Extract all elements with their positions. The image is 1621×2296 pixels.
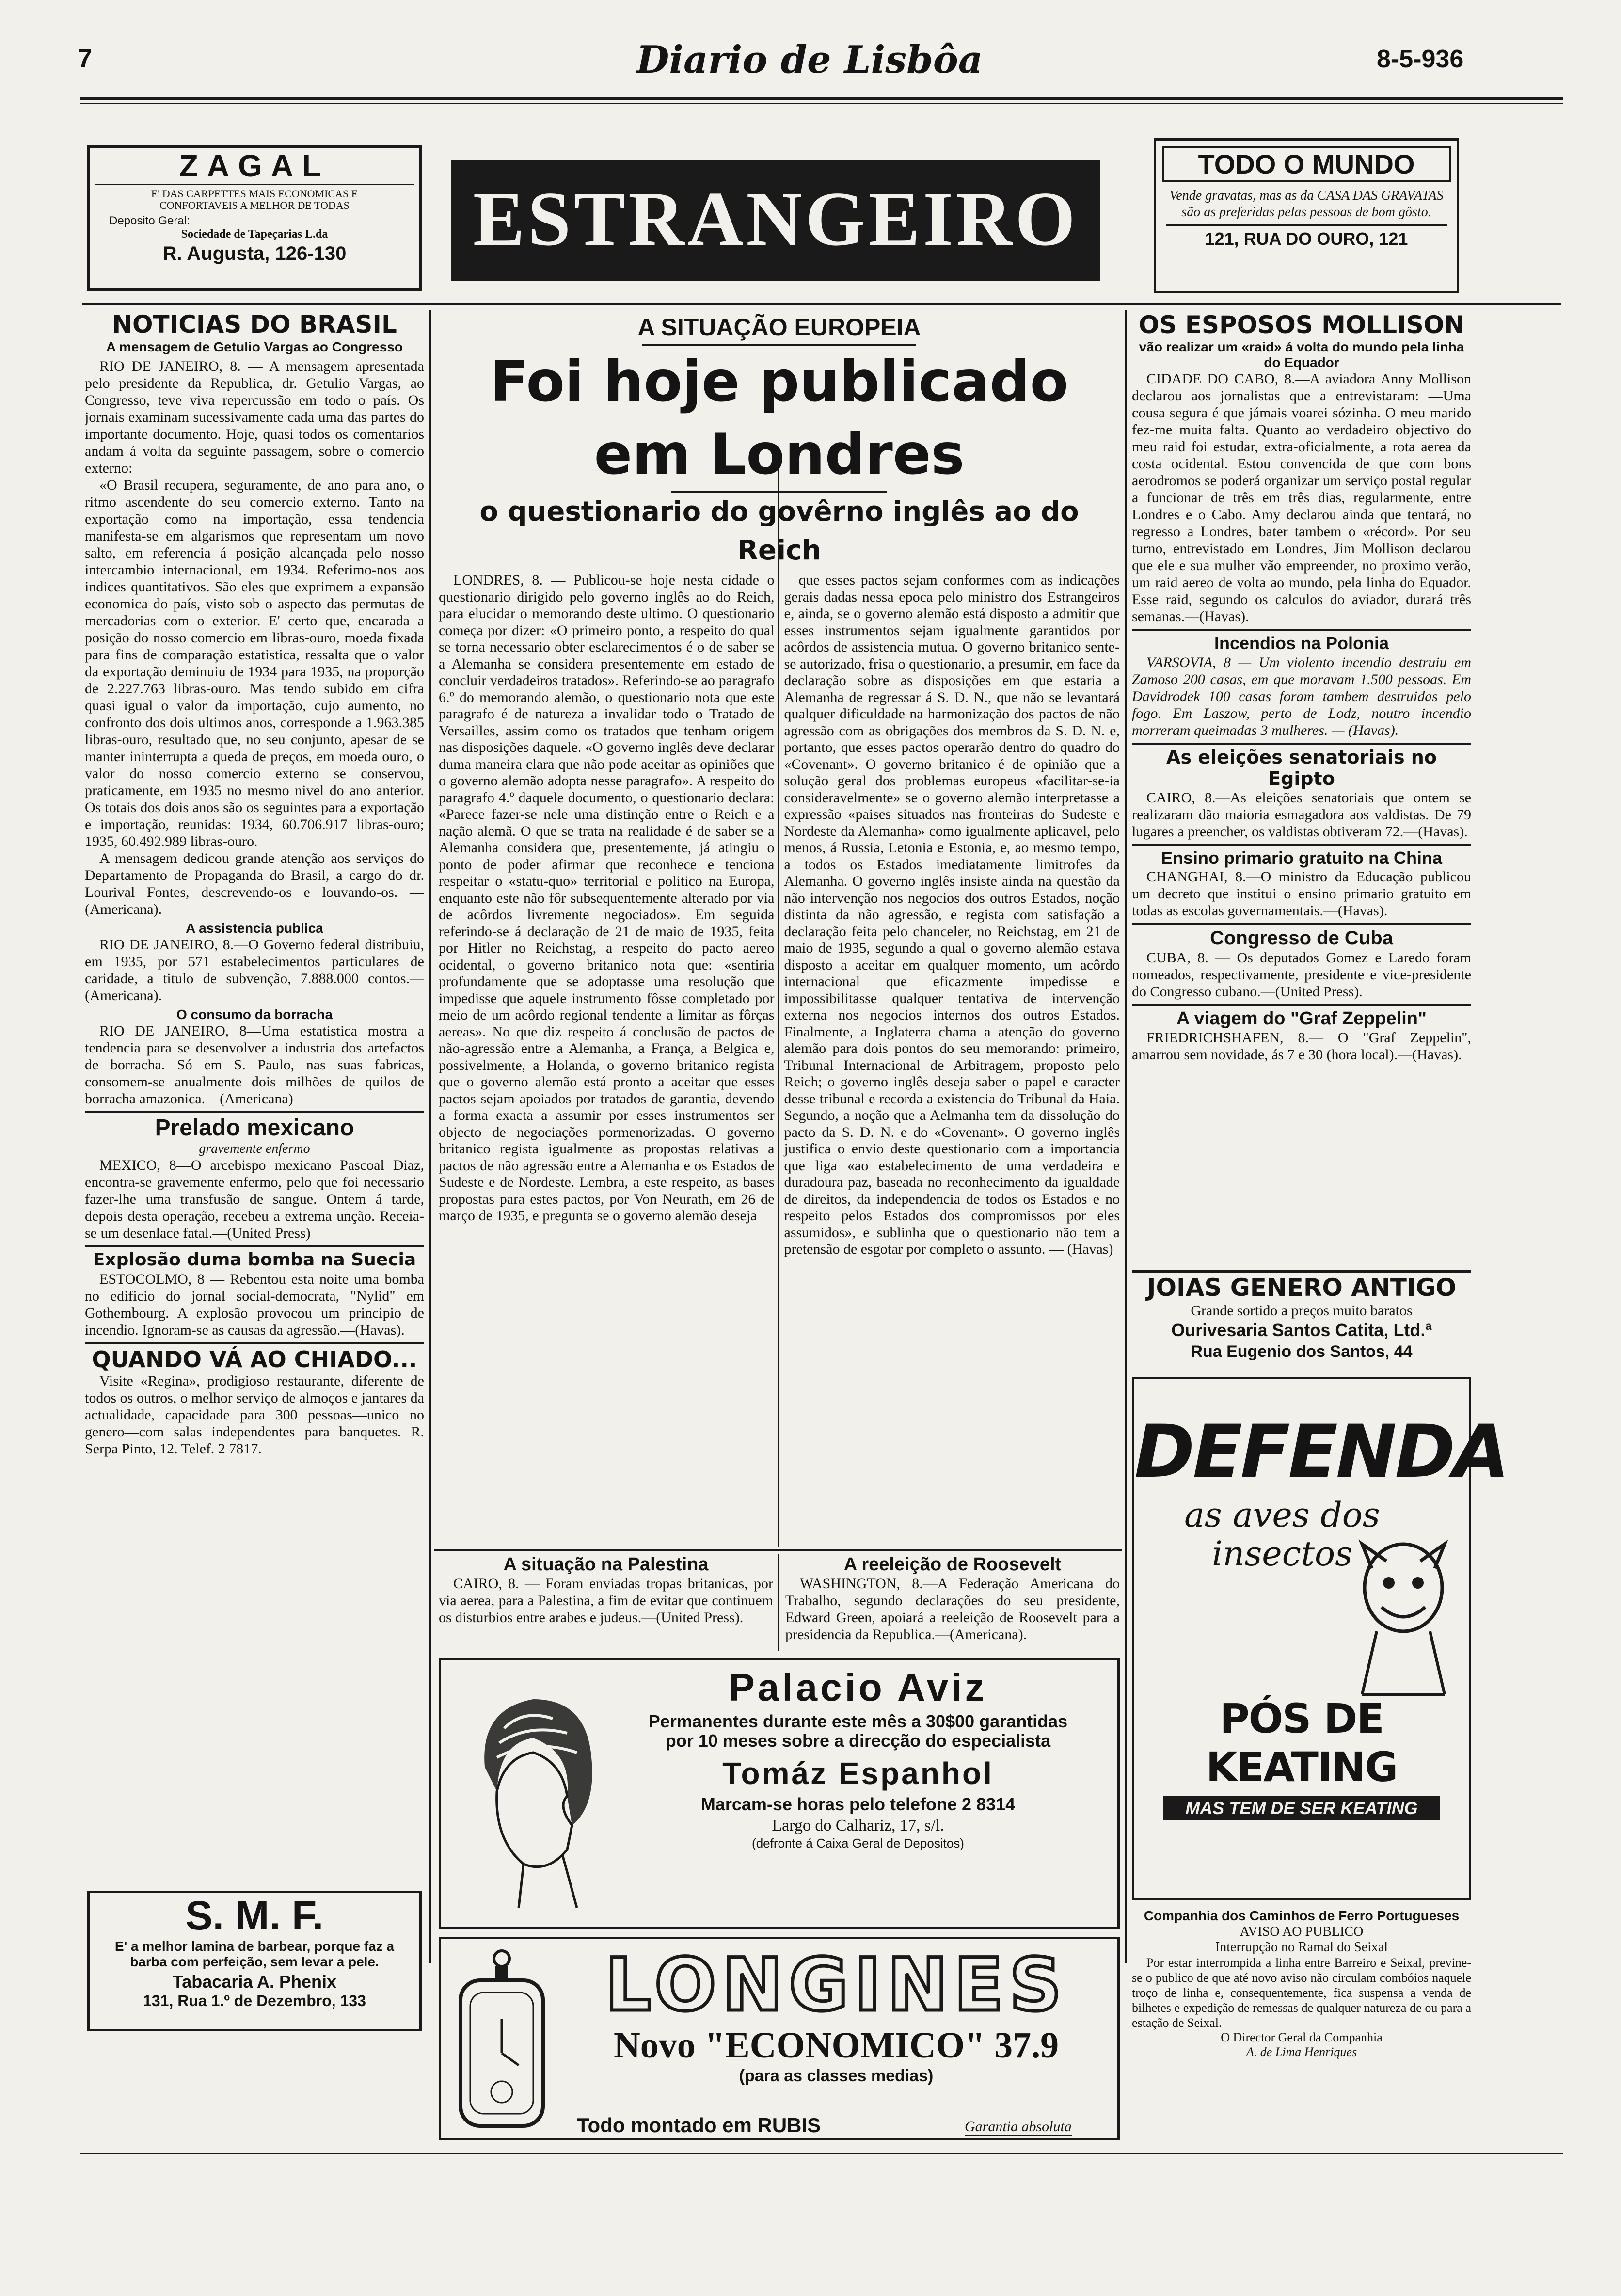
prelado-headline: Prelado mexicano [155, 1115, 354, 1141]
roosevelt-story [785, 1554, 1120, 1651]
ad-keating [1132, 1377, 1508, 1900]
cuba-headline: Congresso de Cuba [1210, 927, 1393, 949]
egipto-body: CAIRO, 8.—As eleições senatoriais que ontem se realizaram dão maioria esmagadora aos valdistas. De 79 lugares a preencher, os valdistas obtiveram 72.—(Havas). [1132, 790, 1471, 840]
masthead-rule-2 [80, 103, 1563, 104]
ad-joias [1132, 1270, 1471, 1367]
column-left [85, 310, 424, 1886]
ad-smf-name: S. M. F. [185, 1893, 324, 1938]
main-body-right: que esses pactos sejam conformes com as indicações gerais dadas nessa epoca pelo ministro dos Estrangeiros e, ainda, se o governo alemão está disposto a admitir que esses instrumentos sejam igualmente garantidos por acôrdos de assistencia mutua. O governo britanico sente-se autorizado, frisa o questionario, a presumir, em face da declaração sobre as disposições em que estaria a Alemanha de regressar á S. D. N., que não se levantará qualquer dificuldade na harmonização dos pactos de não agressão com as obrigações dos membros da S. D. N. e, portanto, que esses pactos operarão dentro do quadro do «Covenant». O governo britanico é de opinião que a solução geral dos problemas europeus «facilitar-se-ia consideravelmente» se o governo alemão interpretasse a expressão «paises situados nas fronteiras do Sudeste e Nordeste da Alemanha» como igualmente aplicavel, pelo menos, á Russia, Letonia e Estonia, e, ao mesmo tempo, a todos os Estados imediatamente limitrofes da Alemanha. O governo inglês insiste ainda na questão da não intervenção nos negocios dos outros Estados, noção distinta da não agressão, e regista com satisfação a declaração feita pelo chanceler, no Reichstag, em 21 de maio de 1935, segundo a qual o governo alemão estava disposto a aceitar em qualquer momento, um acôrdo internacional que eficazmente impedisse e impossibilitasse qualquer tentativa de intervenção externa nos negocios internos dos outros Estados. Finalmente, a Inglaterra chama a atenção do governo alemão para dois pontos do seu memorando: primeiro, Tribunal Internacional de Arbitragem, proposto pelo Reich; o governo inglês deseja saber o papel e caracter desse tribunal e recorda a existencia do Tribunal da Haia. Segundo, a noção que a Aelmanha tem da dissolução do pacto da S. D. N. e do «Covenant». O governo inglês justifica o envio deste questionario com a importancia que liga «ao estabelecimento de uma verdadeira e duradoura paz, baseada no reconhecimento da igualdade de direitos, da independencia de todos os Estados e no respeito pelos Estados dos compromissos por eles assumidos», e sublinha que o questionario não tem a pretensão de esgotar por completo o assunto. — (Havas) [784, 572, 1120, 1257]
ad-keating-script: as aves dos insectos [1184, 1495, 1380, 1574]
ad-cp-sign2: A. de Lima Henriques [1246, 2045, 1357, 2059]
ad-smf-text: E' a melhor lamina de barbear, porque faz a barba com perfeição, sem levar a pele. [114, 1939, 395, 1969]
borracha-body: RIO DE JANEIRO, 8—Uma estatistica mostra a tendencia para se desenvolver a industria dos artefactos de borracha. Só em S. Paulo, nas suas fabricas, consomem-se anualmente dois milhões de quilos de borracha amazonica.—(Americana) [85, 1023, 424, 1107]
main-bottom-rule [434, 1549, 1122, 1551]
ad-aviz-address: Largo do Calhariz, 17, s/l. [772, 1817, 944, 1834]
prelado-subhead: gravemente enfermo [199, 1141, 310, 1156]
section-title-text: ESTRANGEIRO [473, 175, 1079, 262]
ad-longines [439, 1937, 1120, 2140]
ad-cp-sign1: O Director Geral da Companhia [1221, 2030, 1383, 2044]
brasil-paragraph-2: «O Brasil recupera, seguramente, de ano para ano, o ritmo ascendente do seu comercio externo. Tanto na exportação como na importação, essa tendencia manifesta-se em algarismos que representam um novo salto, em referencia á posição alcançada pelo nosso intercambio internacional, em 1934. Referimo-nos aos indices quantitativos. São eles que exprimem a expansão economica do país, visto sob o aspecto das permutas de mercadorias com o exterior. E' certo que, encarada a posição do nosso comercio em libras-ouro, moeda fixada para fins de comparação estatistica, ressalta que o valor da exportação deminuiu de 1934 para 1935, na proporção de 2.227.763 libras-ouro. Mas tendo subido em cifra quasi igual o valor da importação, cujo aumento, no confronto dos dois ultimos anos, corresponde a 1.963.385 libras-ouro, resultado que, no seu conjunto, apesar de se manter ininterrupta a queda de preços, em moeda ouro, o valor do nosso comercio externo se conservou, praticamente, em 1935 no mesmo nivel do ano anterior. Os totais dos dois anos são os seguintes para a exportação e importação, reunidas: 1934, 60.706.917 libras-ouro; 1935, 60.492.989 libras-ouro. [85, 477, 424, 849]
brasil-headline: NOTICIAS DO BRASIL [112, 310, 397, 338]
ad-longines-name: LONGINES [604, 1943, 1068, 2027]
column-rule-1 [429, 310, 431, 1963]
roosevelt-headline: A reeleição de Roosevelt [843, 1554, 1062, 1575]
ad-keating-big: DEFENDA [1134, 1410, 1508, 1494]
ad-smf [87, 1891, 422, 2031]
palestina-headline: A situação na Palestina [503, 1554, 709, 1575]
ad-todo-address: 121, RUA DO OURO, 121 [1166, 224, 1447, 249]
ad-zagal-deposit: Deposito Geral: [109, 214, 190, 227]
ad-cp-sub: AVISO AO PUBLICO [1240, 1924, 1364, 1939]
column-rule-short [778, 1554, 779, 1651]
assistencia-subhead: A assistencia publica [186, 921, 323, 936]
mollison-body: CIDADE DO CABO, 8.—A aviadora Anny Mollison declarou aos jornalistas que a entrevistaram: —Uma cousa segura é que jámais voarei sózinha. O meu marido fez-me muita falta. Quanto ao verdadeiro objectivo do meu raid foi estudar, extra-oficialmente, a rota aerea da costa ocidental. Estou convencida de que com bons aerodromos se poderá organizar um serviço postal regular a funcionar de três em três dias, regularmente, entre Londres e o Cabo. Amy declarou ainda que tentará, no regresso a Londres, bater tambem o «récord». Por seu turno, entrevistado em Londres, Jim Mollison declarou que ele e sua mulher vão empreender, no proximo verão, um raid aereo de volta ao mundo, pela linha do Equador. Esse raid, segundo os calculos do aviador, durará três semanas.—(Havas). [1132, 371, 1471, 624]
zeppelin-body: FRIEDRICHSHAFEN, 8.— O "Graf Zeppelin", amarrou sem novidade, ás 7 e 30 (hora local).—(Havas). [1132, 1030, 1471, 1063]
borracha-subhead: O consumo da borracha [176, 1007, 333, 1022]
chiado-body: Visite «Regina», prodigioso restaurante, diferente de todos os outros, o melhor serviço de almoços e jantares da actualidade, capacidade para 300 pessoas—unico no genero—com salas independentes para banquetes. R. Serpa Pinto, 12. Telef. 2 7817. [85, 1373, 424, 1457]
ad-zagal [87, 145, 422, 291]
ad-cp-body: Por estar interrompida a linha entre Barreiro e Seixal, previne-se o publico de que até novo aviso não circulam combóios naquele troço de linha e, consequentemente, fica suspensa a venda de bilhetes e expedição de remessas de qualquer natureza de ou para a estação de Seixal. [1132, 1956, 1471, 2030]
ad-aviz-phone: Marcam-se horas pelo telefone 2 8314 [700, 1794, 1016, 1814]
zeppelin-mascot-illustration [1343, 1539, 1464, 1699]
prelado-body: MEXICO, 8—O arcebispo mexicano Pascoal Diaz, encontra-se gravemente enfermo, pelo que foi necessario fazer-lhe uma transfusão de sangue. Ontem á tarde, depois desta operação, recebeu a extrema unção. Receia-se um desenlace fatal.—(United Press) [85, 1157, 424, 1241]
woman-portrait-illustration [451, 1680, 606, 1922]
china-body: CHANGHAI, 8.—O ministro da Educação publicou um decreto que institui o ensino primario gratuito em todas as escolas governamentais.—(Havas). [1132, 869, 1471, 919]
header-rule [82, 303, 1561, 305]
brasil-paragraph-1: RIO DE JANEIRO, 8. — A mensagem apresentada pelo presidente da Republica, dr. Getulio Vargas, ao Congresso, teve viva repercussão em todo o país. Os jornais examinam sucessivamente cada uma das partes do importante documento. Hoje, quasi todos os comentarios andam á volta da seguinte passagem, sobre o comercio externo: [85, 358, 424, 476]
mollison-subhead: vão realizar um «raid» á volta do mundo pela linha do Equador [1139, 339, 1464, 370]
suecia-body: ESTOCOLMO, 8 — Rebentou esta noite uma bomba no edificio do jornal social-democrata, "Nylid" em Gothembourg. A explosão provocou um principio de incendio. Ignoram-se as causas da agressão.—(Havas). [85, 1271, 424, 1338]
ad-longines-sub: (para as classes medias) [739, 2067, 934, 2085]
ad-longines-guarantee: Garantia absoluta [965, 2119, 1072, 2136]
ad-zagal-name: ZAGAL [95, 148, 414, 185]
palestina-body: CAIRO, 8. — Foram enviadas tropas britanicas, por via aerea, para a Palestina, a fim de evitar que continuem os disturbios entre arabes e judeus.—(United Press). [439, 1576, 773, 1626]
palestina-story [439, 1554, 773, 1651]
ad-todo-o-mundo [1154, 138, 1459, 293]
ad-smf-address: 131, Rua 1.º de Dezembro, 133 [143, 1992, 366, 2009]
main-story [439, 310, 1120, 1551]
main-subhead: o questionario do govêrno inglês ao do Reich [479, 496, 1079, 566]
ad-keating-tag: MAS TEM DE SER KEATING [1163, 1796, 1440, 1820]
column-right [1132, 310, 1471, 1265]
china-headline: Ensino primario gratuito na China [1160, 848, 1443, 868]
pocket-watch-icon [451, 1946, 553, 2136]
ad-joias-title: JOIAS GENERO ANTIGO [1146, 1274, 1457, 1302]
ad-smf-shop: Tabacaria A. Phenix [172, 1972, 337, 1992]
zeppelin-headline: A viagem do "Graf Zeppelin" [1176, 1008, 1427, 1029]
main-body-left: LONDRES, 8. — Publicou-se hoje nesta cidade o questionario dirigido pelo governo inglês ao do Reich, para elucidar o memorando deste ultimo. O questionario começa por dizer: «O primeiro ponto, a respeito do qual se torna necessario obter esclarecimentos é o de saber se a Alemanha se considera presentemente em estado de concluir verdadeiros tratados». Referindo-se ao paragrafo 6.º do memorando alemão, o questionario nota que este paragrafo é de natureza a invalidar todo o Tratado de Versailles, assim como os tratados que tenham origem nas disposições daquele. «O governo inglês deve declarar duma maneira clara que não pode aceitar as opiniões que o governo alemão adopta nesse paragrafo». A respeito do paragrafo 4.º daquele documento, o questionario declara: «Parece fazer-se nele uma distinção entre o Reich e a nação alemã. O que se trata na realidade é de saber se a Alemanha considera que, presentemente, já atingiu o ponto de poder afirmar que reconhece e tenciona respeitar o «statu-quo» territorial e politico na Europa, enquanto este não fôr subsequentemente alterado por via de acôrdos livremente negociados». Em seguida referindo-se á declaração de 21 de maio de 1935, feita por Hitler no Reichstag, a respeito do pacto aereo ocidental, o governo britanico nota que: «sentiria profundamente que se adoptasse uma resolução que impedisse que aquele instrumento fôsse completado por meio de um acôrdo regional tendente a limitar as fôrças aereas». No que diz respeito á conclusão de pactos de não-agressão entre a Alemanha, a França, a Belgica e, possivelmente, a Holanda, o governo britanico regista que o governo alemão está pronto a aceitar que esses pactos sejam apoiados por tratados de garantia, devendo a forma exacta a assumir por esses instrumentos ser objecto de negociações pormenorizadas. O governo britanico regista igualmente as propostas relativas a pactos de não agressão entre a Alemanha e os Estados de Sudeste e de Nordeste. Lembra, a este respeito, as bases propostas para estes pactos, por Von Neurath, em 26 de março de 1935, e pregunta se o governo alemão deseja [439, 572, 775, 1224]
ad-todo-name: TODO O MUNDO [1162, 146, 1451, 182]
mollison-headline: OS ESPOSOS MOLLISON [1138, 311, 1465, 339]
polonia-body: VARSOVIA, 8 — Um violento incendio destruiu em Zamoso 200 casas, em que moravam 1.500 pessoas. Em Davidrodek 100 casas foram tambem destruidas pelo fogo. Em Laszow, perto de Lodz, noutro incendio morreram queimadas 3 mulheres. — (Havas). [1132, 654, 1471, 738]
roosevelt-body: WASHINGTON, 8.—A Federação Americana do Trabalho, segundo declarações do seu presidente, Edward Green, apoiará a reeleição de Roosevelt para a presidencia da Republica.—(Americana). [785, 1576, 1120, 1642]
ad-joias-address: Rua Eugenio dos Santos, 44 [1191, 1342, 1413, 1361]
ad-aviz-note: (defronte á Caixa Geral de Depositos) [752, 1836, 964, 1850]
page-number: 7 [78, 44, 93, 73]
ad-aviz-name: Palacio Aviz [729, 1666, 987, 1709]
ad-zagal-company: Sociedade de Tapeçarias L.da [181, 228, 328, 240]
column-rule-2 [1125, 310, 1127, 1963]
ad-todo-text: Vende gravatas, mas as da CASA DAS GRAVATAS são as preferidas pelas pessoas de bom gôsto. [1169, 188, 1444, 220]
ad-palacio-aviz [439, 1658, 1120, 1929]
newspaper-title: Diario de Lisbôa [636, 38, 983, 82]
ad-cp-title: Companhia dos Caminhos de Ferro Portugueses [1144, 1908, 1460, 1923]
page-bottom-rule [80, 2152, 1563, 2154]
ad-cp-sub2: Interrupção no Ramal do Seixal [1215, 1940, 1388, 1955]
egipto-headline: As eleições senatoriais no Egipto [1166, 747, 1437, 789]
main-kicker: A SITUAÇÃO EUROPEIA [637, 314, 921, 341]
ad-keating-brand: PÓS DE KEATING [1206, 1695, 1398, 1791]
cuba-body: CUBA, 8. — Os deputados Gomez e Laredo foram nomeados, respectivamente, presidente e vice-presidente do Congresso cubano.—(United Press). [1132, 950, 1471, 1000]
ad-longines-model: Novo "ECONOMICO" 37.9 [613, 2025, 1059, 2066]
masthead-rule [80, 97, 1563, 100]
ad-zagal-slogan: E' DAS CARPETTES MAIS ECONOMICAS E CONFORTAVEIS A MELHOR DE TODAS [151, 188, 358, 211]
ad-aviz-expert: Tomáz Espanhol [722, 1756, 994, 1791]
polonia-headline: Incendios na Polonia [1214, 633, 1389, 653]
ad-joias-shop: Ourivesaria Santos Catita, Ltd.ª [1171, 1320, 1432, 1340]
ad-joias-line: Grande sortido a preços muito baratos [1191, 1303, 1413, 1319]
main-headline: Foi hoje publicado em Londres [490, 349, 1069, 487]
brasil-paragraph-3: A mensagem dedicou grande atenção aos serviços do Departamento de Propaganda do Brasil, a cargo do dr. Lourival Fontes, descrevendo-os e louvando-os. — (Americana). [85, 850, 424, 917]
ad-longines-rubis: Todo montado em RUBIS [577, 2114, 821, 2137]
brasil-subhead: A mensagem de Getulio Vargas ao Congresso [106, 339, 403, 354]
issue-date: 8-5-936 [1377, 45, 1464, 73]
section-title [451, 160, 1100, 281]
suecia-headline: Explosão duma bomba na Suecia [93, 1250, 416, 1270]
assistencia-body: RIO DE JANEIRO, 8.—O Governo federal distribuiu, em 1935, por 571 estabelecimentos particulares de caridade, a titulo de subvenção, 7.888.000 contos.—(Americana). [85, 937, 424, 1004]
chiado-headline: QUANDO VÁ AO CHIADO... [92, 1346, 417, 1372]
ad-zagal-address: R. Augusta, 126-130 [162, 243, 347, 264]
ad-aviz-text: Permanentes durante este mês a 30$00 garantidas por 10 meses sobre a direcção do especialista [648, 1711, 1068, 1751]
ad-cp-notice [1132, 1908, 1471, 2092]
